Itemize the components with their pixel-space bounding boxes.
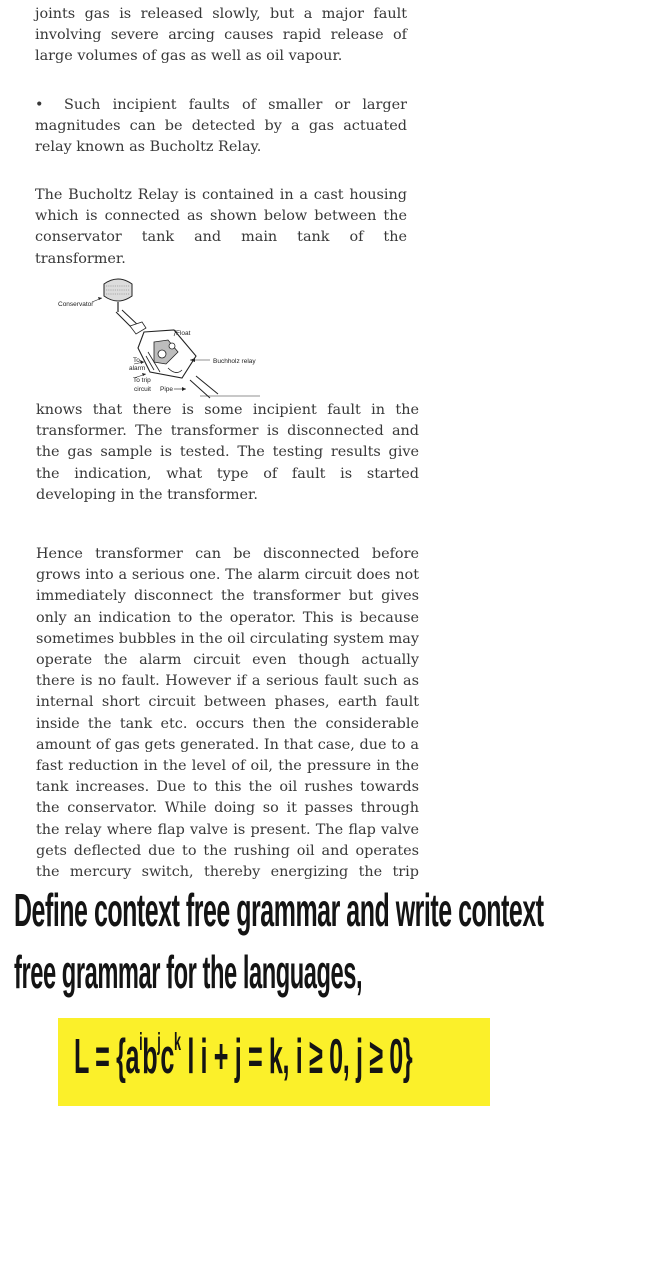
language-condition: l i + j = k, i ≥ 0, j ≥ 0} (180, 1029, 413, 1085)
language-definition (74, 1028, 412, 1086)
paragraph-incipient-text: Such incipient faults of smaller or larger magnitudes can be detected by a gas actuated relay known as Bucholtz Relay. (35, 97, 407, 156)
language-symbol-b: b (142, 1029, 158, 1085)
paragraph-trip-circuit: Hence transformer can be disconnected before grows into a serious one. The alarm circuit does not immediately disconnect the transformer but gives only an indication to the operator. This is because sometimes bubbles in the oil circulating system may operate the alarm circuit even though actually there is no fault. However if a serious fault such as internal short circuit between phases, earth fault inside the tank etc. occurs then the considerable amount of gas gets generated. In that case, due to a fast reduction in the level of oil, the pressure in the tank increases. Due to this the oil rushes towards the conservator. While doing so it passes through the relay where flap valve is present. The flap valve gets deflected due to the rushing oil and operates the mercury switch, thereby energizing the trip (36, 546, 419, 881)
label-buchholz-relay: Buchholz relay (213, 358, 256, 365)
language-prefix: L = {a (74, 1029, 140, 1085)
label-to: To (133, 357, 140, 364)
exponent-k: k (174, 1028, 181, 1056)
buchholz-relay-diagram (50, 272, 280, 400)
paragraph-fault-intro: joints gas is released slowly, but a major fault involving severe arcing causes rapid release of large volumes of gas as well as oil vapour. (35, 6, 407, 65)
label-circuit: circuit (134, 386, 151, 393)
question-line-2: free grammar for the languages, (14, 946, 363, 999)
question-line-1: Define context free grammar and write context (14, 884, 544, 937)
question-panel (0, 884, 652, 1280)
label-float: Float (176, 330, 191, 337)
label-to-trip: To trip (133, 377, 151, 384)
exponent-j: j (157, 1028, 161, 1056)
exponent-i: i (139, 1028, 143, 1056)
language-symbol-c: c (160, 1029, 175, 1085)
bullet-point: • (35, 97, 44, 113)
label-pipe: Pipe (160, 386, 174, 393)
paragraph-incipient-detection: knows that there is some incipient fault in the transformer. The transformer is disconnected and the gas sample is tested. The testing results give the indication, what type of fault is started developing in the transformer. (36, 402, 419, 503)
paragraph-relay-housing: The Bucholtz Relay is contained in a cast housing which is connected as shown below between the conservator tank and main tank of the transformer. (35, 187, 407, 267)
label-conservator: Conservator (58, 301, 94, 308)
paragraph-incipient-faults (35, 95, 407, 159)
label-alarm: alarm (129, 365, 146, 372)
conservator-tank (104, 279, 132, 312)
relay-body (138, 330, 196, 378)
